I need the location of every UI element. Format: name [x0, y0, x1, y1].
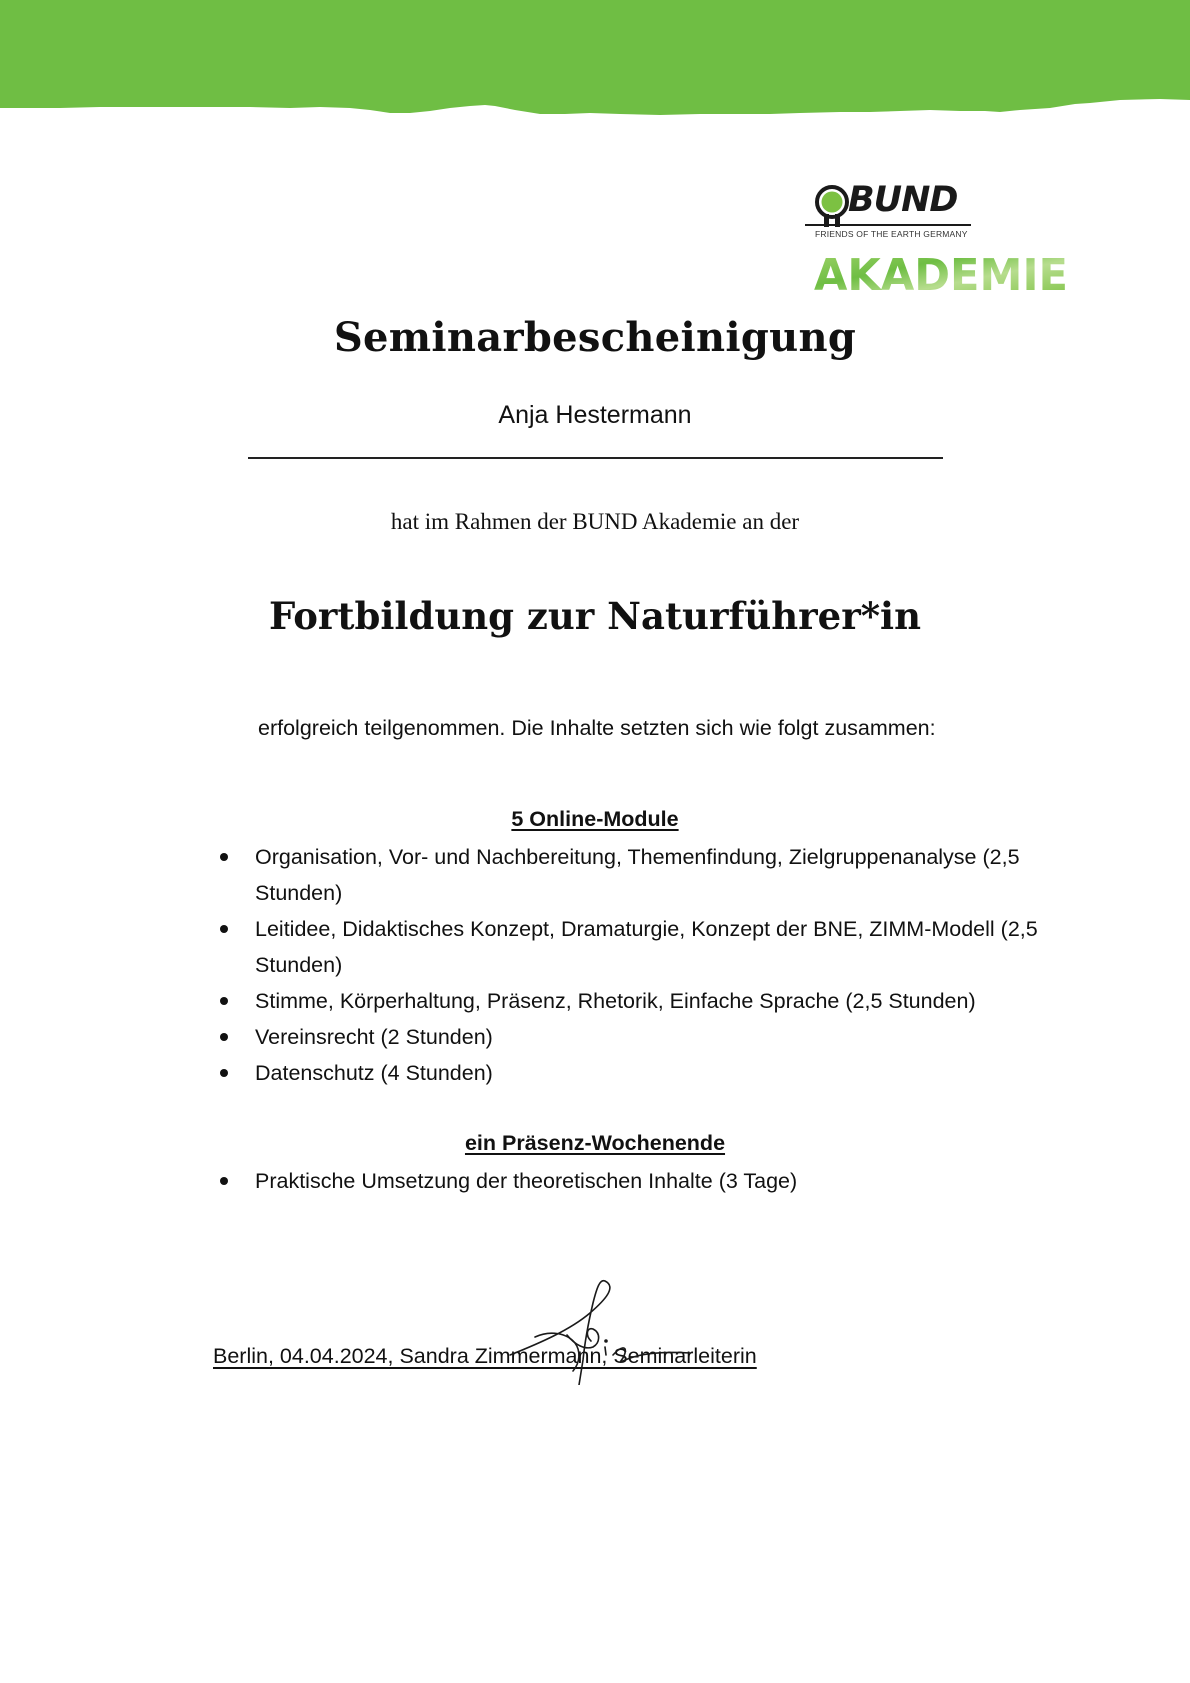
section-heading-online-modules: 5 Online-Module: [511, 807, 679, 831]
logo-divider: [805, 224, 971, 226]
list-item: [218, 983, 1038, 1019]
list-item: [218, 911, 1038, 983]
intro-text: hat im Rahmen der BUND Akademie an der: [390, 509, 800, 534]
bullet-icon: [220, 853, 228, 861]
list-item: [218, 1163, 1038, 1199]
bullet-icon: [220, 925, 228, 933]
summary-text: erfolgreich teilgenommen. Die Inhalte setzten sich wie folgt zusammen:: [258, 716, 936, 740]
signature-line: Berlin, 04.04.2024, Sandra Zimmermann, Seminarleiterin: [213, 1344, 757, 1368]
bund-wordmark: BUND: [848, 180, 958, 220]
page-title: Seminarbescheinigung: [333, 314, 857, 361]
weekend-list: [218, 1163, 1038, 1199]
list-item-text: Leitidee, Didaktisches Konzept, Dramaturgie, Konzept der BNE, ZIMM-Modell (2,5 Stunden): [255, 917, 1038, 977]
section-heading-weekend: ein Präsenz-Wochenende: [464, 1131, 726, 1155]
header-band-shape: [0, 0, 1190, 115]
list-item-text: Stimme, Körperhaltung, Präsenz, Rhetorik, Einfache Sprache (2,5 Stunden): [255, 989, 976, 1013]
list-item: [218, 1019, 1038, 1055]
handwritten-signature: [505, 1275, 695, 1385]
list-item-text: Praktische Umsetzung der theoretischen Inhalte (3 Tage): [255, 1169, 798, 1193]
svg-text:AKADEMIE: AKADEMIE: [814, 250, 1068, 294]
list-item-text: Datenschutz (4 Stunden): [255, 1061, 493, 1085]
recipient-name: Anja Hestermann: [498, 401, 692, 429]
bullet-icon: [220, 1177, 228, 1185]
bund-tagline: FRIENDS OF THE EARTH GERMANY: [815, 229, 968, 239]
bund-globe-icon: [815, 185, 849, 227]
list-item: [218, 839, 1038, 911]
recipient-underline: [248, 457, 943, 459]
bullet-icon: [220, 997, 228, 1005]
bullet-icon: [220, 1069, 228, 1077]
bullet-icon: [220, 1033, 228, 1041]
list-item-text: Vereinsrecht (2 Stunden): [255, 1025, 493, 1049]
akademie-wordmark: [814, 248, 1070, 294]
list-item: [218, 1055, 1038, 1091]
list-item-text: Organisation, Vor- und Nachbereitung, Themenfindung, Zielgruppenanalyse (2,5 Stunden): [255, 845, 1020, 905]
online-modules-list: [218, 839, 1038, 1091]
course-title: Fortbildung zur Naturführer*in: [268, 594, 922, 638]
header-band: [0, 0, 1190, 120]
